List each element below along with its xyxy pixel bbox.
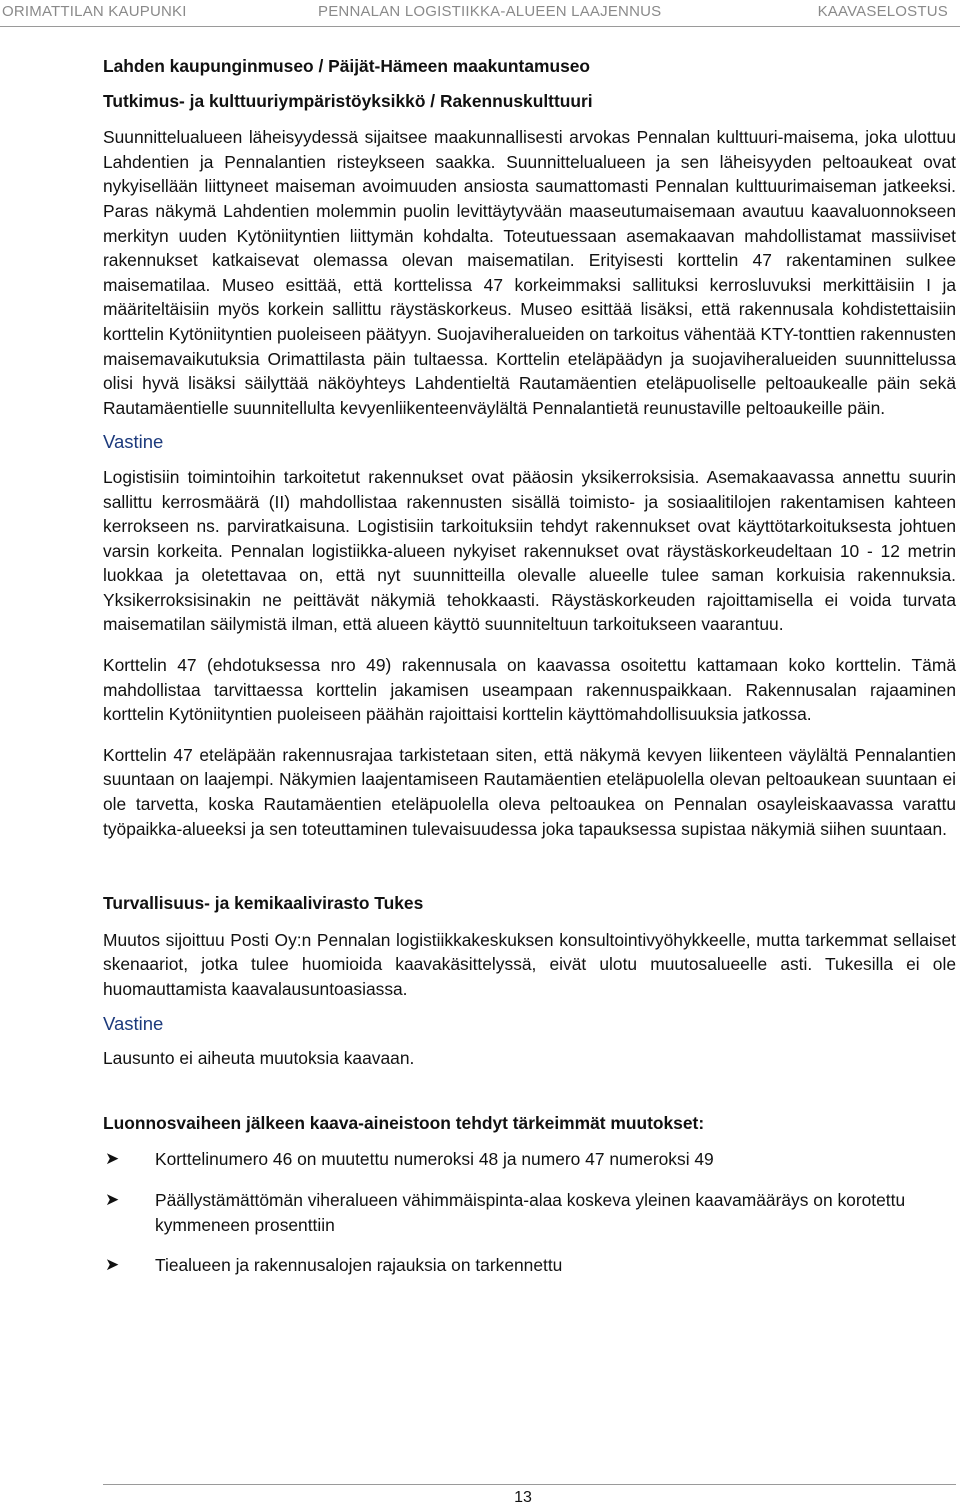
list-item-text: Korttelinumero 46 on muutettu numeroksi 48 ja numero 47 numeroksi 49 (155, 1149, 714, 1170)
vastine-label: Vastine (103, 1012, 164, 1034)
page-number: 13 (514, 1489, 532, 1506)
footer-divider (103, 1484, 956, 1485)
header-divider (0, 26, 960, 27)
list-item (103, 1253, 956, 1278)
tukes-heading: Turvallisuus- ja kemikaalivirasto Tukes (103, 893, 424, 914)
vastine-paragraph: Logistisiin toimintoihin tarkoitetut rakennukset ovat pääosin yksikerroksisia. Asemakaavassa annettu suurin sallittu kerrosmäärä (II) mahdollistaa rakennusten sisällä toimisto- ja sosiaalitilojen rakentamisen kahteen kerrokseen ns. parviratkaisuna. Logistisiin tarkoituksiin tehdyt rakennukset ovat käyttötarkoituksesta johtuen varsin korkeita. Pennalan logistiikka-alueen nykyiset rakennukset ovat räystäskorkeudeltaan 10 - 12 metrin luokkaa ja oletettavaa on, että nyt suunnitteilla olevalle alueelle tulee saman korkuisia rakennuksia. Yksikerroksisinakin ne peittävät näkymiä tehokkaasti. Räystäskorkeuden rajoittamisella ei voida turvata maisematilan säilymistä ilman, että alueen käyttö suunniteltuun tarkoitukseen vaarantuu. (103, 466, 956, 635)
museum-heading: Lahden kaupunginmuseo / Päijät-Hämeen maakuntamuseo (103, 56, 591, 76)
vastine-paragraph: Korttelin 47 eteläpään rakennusrajaa tarkistetaan siten, että näkymä kevyen liikenteen väylältä Pennalantien suuntaan on laajempi. Näkymien laajentamiseen Rautamäentien eteläpuolella olevan peltoaukean suuntaan ei ole tarvetta, koska Rautamäentien eteläpuolella oleva peltoaukea on Pennalan osayleiskaavassa varattu työpaikka-alueeksi ja sen toteuttaminen tulevaisuudessa joka tapauksessa supistaa näkymiä siihen suuntaan. (103, 744, 956, 839)
vastine-paragraph: Lausunto ei aiheuta muutoksia kaavaan. (103, 1048, 415, 1069)
document-body (103, 54, 956, 1294)
list-item (103, 1147, 956, 1172)
page-header (0, 0, 960, 28)
museum-statement: Suunnittelualueen läheisyydessä sijaitsee maakunnallisesti arvokas Pennalan kulttuuri-maisema, joka ulottuu Lahdentien ja Pennalantien risteykseen saakka. Suunnittelualueen ja sen läheisyyden peltoaukeat ovat nykyisellään liittyneet maiseman avoimuuden ansiosta saumattomasti Pennalan kulttuurimaiseman jatkeeksi. Paras näkymä Lahdentien molemmin puolin levittäytyvään maaseutumaisemaan avautuu kaavaluonnokseen merkityn uuden Kytöniityntien liittymän kohdalta. Toteutuessaan asemakaavan mahdollistamat massiiviset rakennukset katkaisevat olemassa olevan maisematilan. Erityisesti korttelin 47 rakentaminen sulkee maisematilaa. Museo esittää, että korttelissa 47 korkeimmaksi sallituksi kerrosluvuksi merkittäisiin I ja määriteltäisiin myös korkein sallittu räystäskorkeus. Museo esittää lisäksi, että rakennusala kohdistettaisiin korttelin Kytöniityntien puoleiseen päätyyn. Suojaviheralueiden on tarkoitus vähentää KTY-tonttien rakennusten maisemavaikutuksia Orimattilasta päin tultaessa. Korttelin eteläpäädyn ja suojaviheralueiden suunnittelussa olisi hyvä lisäksi säilyttää näköyhteys Lahdentieltä Rautamäentien eteläpuoliselle peltoaukealle päin sekä Rautamäentielle suunnitellulta kevyenliikenteenväylältä Pennalantietä reunustaville peltoaukeille päin. (103, 127, 957, 418)
vastine-paragraph: Korttelin 47 (ehdotuksessa nro 49) rakennusala on kaavassa osoitettu kattamaan koko korttelin. Tämä mahdollistaa tarvittaessa korttelin jakamisen useampaan rakennuspaikkaan. Rakennusalan rajaaminen korttelin Kytöniityntien puoleiseen päähän rajoittaisi korttelin käyttömahdollisuuksia jatkossa. (103, 655, 956, 725)
list-item-text: Tiealueen ja rakennusalojen rajauksia on tarkennettu (155, 1255, 563, 1276)
changes-list (103, 1147, 956, 1277)
header-organization: ORIMATTILAN KAUPUNKI (2, 3, 187, 20)
changes-heading: Luonnosvaiheen jälkeen kaava-aineistoon tehdyt tärkeimmät muutokset: (103, 1112, 705, 1133)
list-item-text: Päällystämättömän viheralueen vähimmäispinta-alaa koskeva yleinen kaavamääräys on korotettu kymmeneen prosenttiin (155, 1189, 906, 1235)
arrow-bullet-icon: ➤ (105, 1189, 120, 1209)
museum-subheading: Tutkimus- ja kulttuuriympäristöyksikkö / Rakennuskulttuuri (103, 90, 593, 111)
header-document-type: KAAVASELOSTUS (817, 3, 948, 20)
header-project-title: PENNALAN LOGISTIIKKA-ALUEEN LAAJENNUS (318, 3, 662, 20)
list-item (103, 1188, 956, 1237)
tukes-statement: Muutos sijoittuu Posti Oy:n Pennalan logistiikkakeskuksen konsultointivyöhykkeelle, mutta tarkemmat sellaiset skenaariot, jotka tulee huomioida kaavakäsittelyssä, eivät ulotu muutosalueelle asti. Tukesilla ei ole huomauttamista kaavalausuntoasiassa. (103, 929, 956, 999)
arrow-bullet-icon: ➤ (105, 1255, 120, 1275)
vastine-label: Vastine (103, 431, 164, 453)
arrow-bullet-icon: ➤ (105, 1149, 120, 1169)
